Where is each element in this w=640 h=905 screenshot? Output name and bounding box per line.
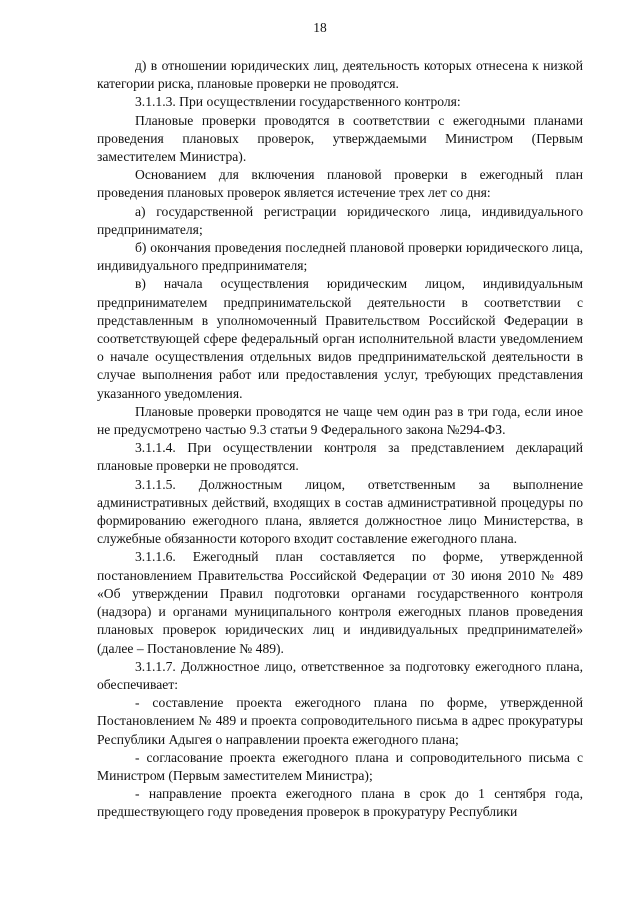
paragraph: - составление проекта ежегодного плана по форме, утвержденной Постановлением № 489 и проекта сопроводительного письма в адрес прокуратуры Республики Адыгея о направлении проекта ежегодного плана; <box>97 695 583 747</box>
paragraph: а) государственной регистрации юридического лица, индивидуального предпринимателя; <box>97 203 583 237</box>
paragraph: 3.1.1.5. Должностным лицом, ответственным за выполнение административных действий, входящих в состав административной процедуры по формированию ежегодного плана, является должностное лицо Министерства, в служебные обязанности которого входит составление ежегодного плана. <box>97 476 583 547</box>
paragraph: - направление проекта ежегодного плана в срок до 1 сентября года, предшествующего году проведения проверок в прокуратуру Республики <box>97 786 583 820</box>
paragraph: 3.1.1.3. При осуществлении государственного контроля: <box>135 94 461 110</box>
paragraph: Основанием для включения плановой проверки в ежегодный план проведения плановых проверок является истечение трех лет со дня: <box>97 167 583 201</box>
paragraph: в) начала осуществления юридическим лицом, индивидуальным предпринимателем предпринимательской деятельности в соответствии с представленным в уполномоченный Правительством Российской Федерации в соответствующей сфере федеральный орган исполнительной власти уведомлением о начале осуществления отдельных видов предпринимательской деятельности в случае выполнения работ или предоставления услуг, требующих представления указанного уведомления. <box>97 276 583 401</box>
paragraph: Плановые проверки проводятся не чаще чем один раз в три года, если иное не предусмотрено частью 9.3 статьи 9 Федерального закона №294-ФЗ. <box>97 403 583 438</box>
paragraph: д) в отношении юридических лиц, деятельность которых отнесена к низкой категории риска, плановые проверки не проводятся. <box>97 58 583 92</box>
paragraph: б) окончания проведения последней плановой проверки юридического лица, индивидуального предпринимателя; <box>97 240 583 274</box>
paragraph: Плановые проверки проводятся в соответствии с ежегодными планами проведения плановых проверок, утверждаемыми Министром (Первым заместителем Министра). <box>97 112 583 165</box>
document-body <box>97 57 583 822</box>
paragraph: 3.1.1.7. Должностное лицо, ответственное за подготовку ежегодного плана, обеспечивает: <box>97 658 583 692</box>
paragraph: 3.1.1.4. При осуществлении контроля за представлением деклараций плановые проверки не проводятся. <box>97 440 583 474</box>
page-number: 18 <box>313 20 327 35</box>
paragraph: - согласование проекта ежегодного плана и сопроводительного письма с Министром (Первым заместителем Министра); <box>97 749 583 783</box>
paragraph: 3.1.1.6. Ежегодный план составляется по форме, утвержденной постановлением Правительства Российской Федерации от 30 июня 2010 № 489 «Об утверждении Правил подготовки органами государственного контроля (надзора) и органами муниципального контроля ежегодных планов проведения плановых проверок юридических лиц и индивидуальных предпринимателей» (далее – Постановление № 489). <box>97 549 583 656</box>
